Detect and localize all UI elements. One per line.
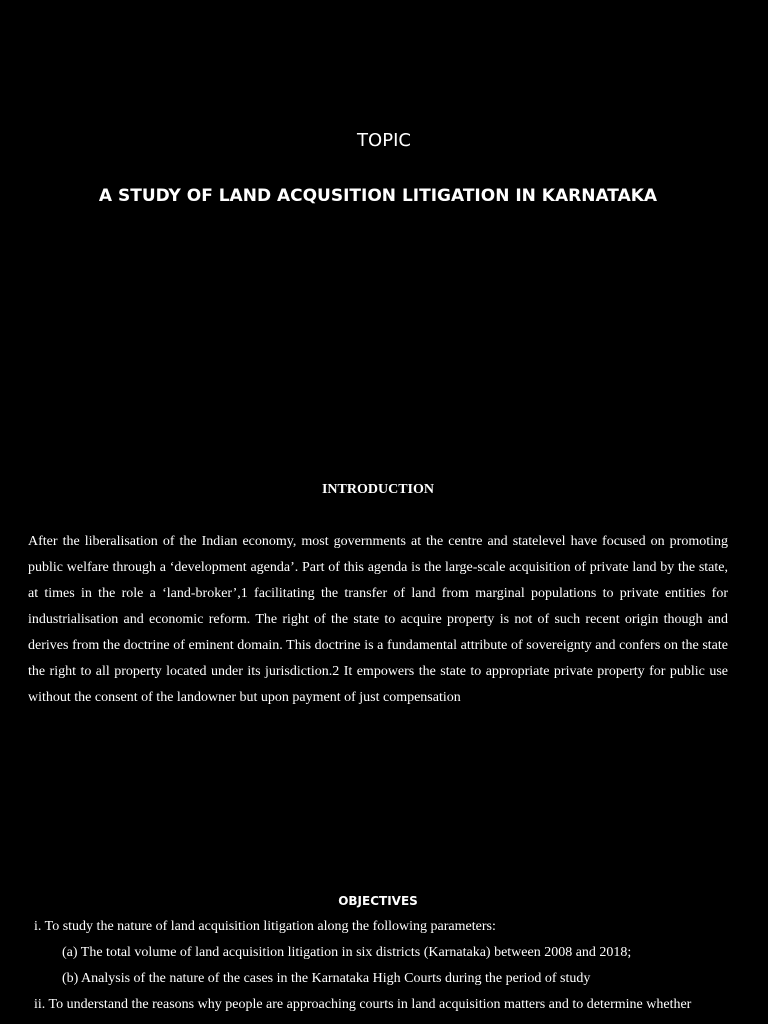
objective-item: i. To study the nature of land acquisition litigation along the following parameters:: [34, 919, 496, 934]
topic-label: TOPIC: [357, 130, 411, 151]
objective-subitem: (b) Analysis of the nature of the cases in the Karnataka High Courts during the period of study: [62, 971, 591, 986]
objectives-heading: OBJECTIVES: [338, 894, 418, 908]
document-title: A STUDY OF LAND ACQUSITION LITIGATION IN KARNATAKA: [98, 186, 658, 206]
introduction-heading: INTRODUCTION: [321, 482, 434, 497]
objective-subitem: (a) The total volume of land acquisition litigation in six districts (Karnataka) between 2008 and 2018;: [62, 945, 632, 960]
introduction-paragraph: After the liberalisation of the Indian economy, most governments at the centre and statelevel have focused on promoting public welfare through a ‘development agenda’. Part of this agenda is the large-scale acquisition of private land by the state, at times in the role a ‘land-broker’,1 facilitating the transfer of land from marginal populations to private entities for industrialisation and economic reform. The right of the state to acquire property is not of such recent origin though and derives from the doctrine of eminent domain. This doctrine is a fundamental attribute of sovereignty and confers on the state the right to all property located under its jurisdiction.2 It empowers the state to appropriate private property for public use without the consent of the landowner but upon payment of just compensation: [28, 534, 728, 705]
objective-item: ii. To understand the reasons why people are approaching courts in land acquisition matters and to determine whether: [34, 997, 692, 1012]
